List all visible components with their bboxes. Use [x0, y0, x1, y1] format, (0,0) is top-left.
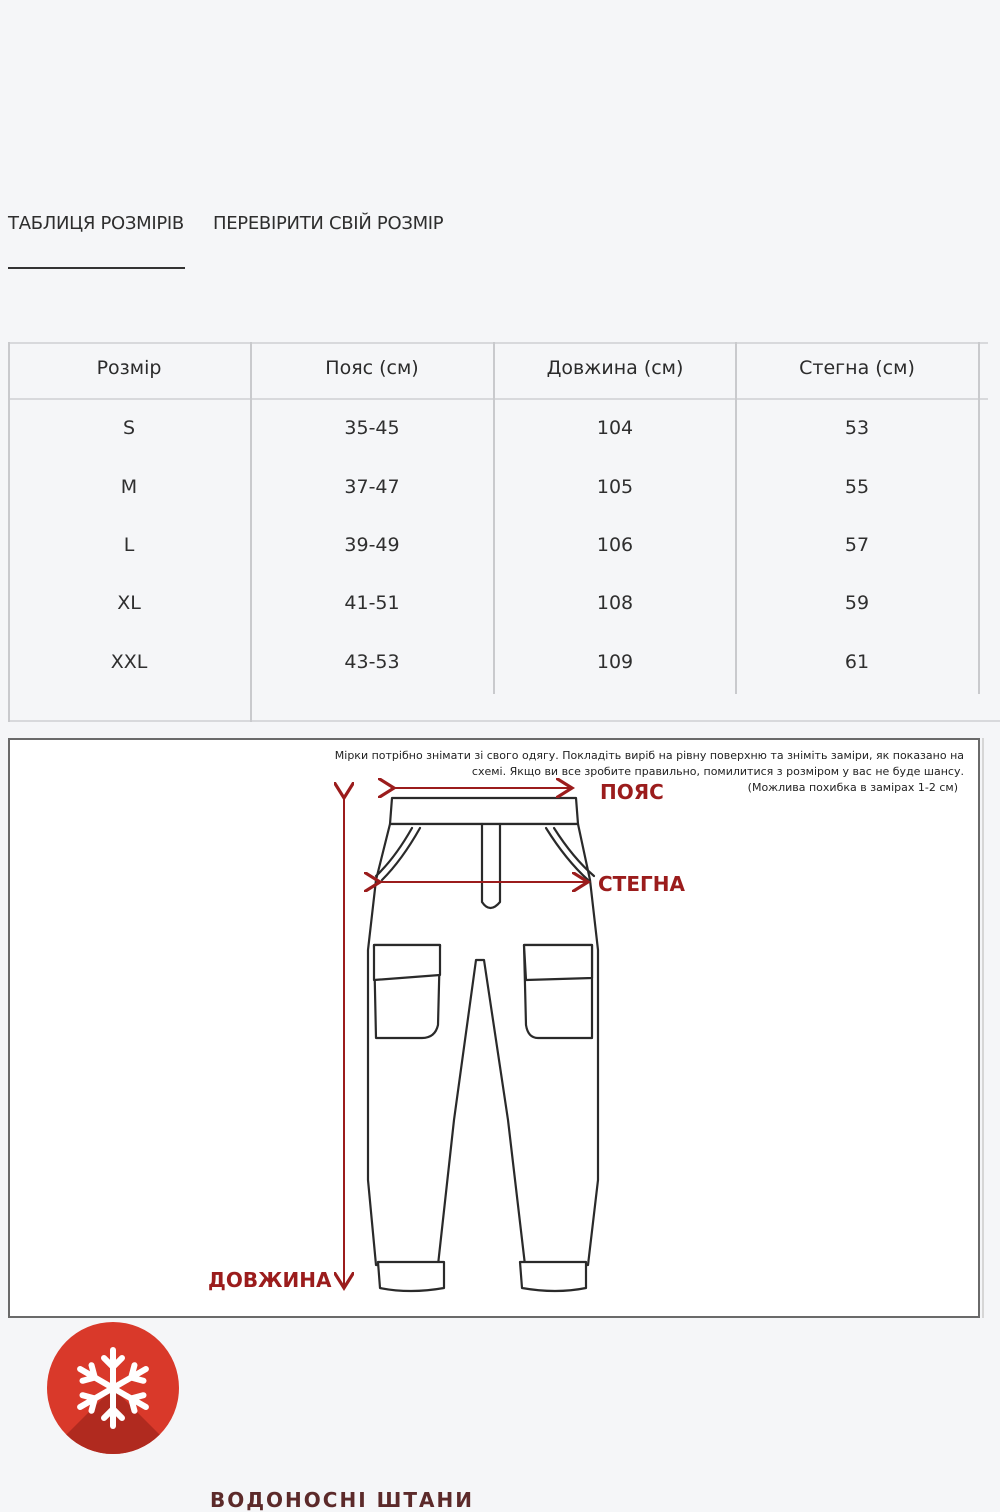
measurement-guide: [8, 738, 980, 1318]
instruction-line: схемі. Якщо ви все зробите правильно, помилитися з розміром у вас не буде шансу.: [471, 765, 964, 778]
tab-check-size[interactable]: ПЕРЕВІРИТИ СВІЙ РОЗМІР: [213, 213, 444, 234]
guide-border-right: [982, 738, 984, 1318]
label-length: ДОВЖИНА: [208, 1268, 332, 1292]
table-cell: 35-45: [344, 417, 400, 439]
table-cell: 104: [596, 417, 634, 439]
header-length: Довжина (см): [546, 357, 684, 379]
table-cell: 106: [596, 534, 634, 556]
table-cell: XL: [117, 592, 141, 614]
table-cell: 57: [844, 534, 870, 556]
label-hips: СТЕГНА: [598, 872, 685, 896]
table-cell: 61: [844, 651, 870, 673]
table-cell: 39-49: [344, 534, 400, 556]
winter-badge: [47, 1322, 179, 1454]
header-waist: Пояс (см): [325, 357, 419, 379]
header-size: Розмір: [96, 357, 162, 379]
active-tab-indicator: [8, 267, 185, 269]
table-cell: 108: [596, 592, 634, 614]
section-heading-cut: ВОДОНОСНІ ШТАНИ: [210, 1488, 474, 1512]
label-waist: ПОЯС: [600, 780, 664, 804]
table-cell: 41-51: [344, 592, 400, 614]
measurement-instructions: [234, 748, 964, 796]
table-cell: S: [122, 417, 136, 439]
tab-size-table[interactable]: ТАБЛИЦЯ РОЗМІРІВ: [8, 213, 184, 234]
table-col-divider: [735, 342, 737, 694]
table-cell: 105: [596, 476, 634, 498]
table-header-divider: [8, 398, 988, 400]
instruction-note: (Можлива похибка в замірах 1-2 см): [747, 781, 958, 794]
size-table: [8, 342, 1000, 722]
table-cell: 109: [596, 651, 634, 673]
table-border-bottom: [8, 720, 1000, 722]
instruction-line: Мірки потрібно знімати зі свого одягу. Покладіть виріб на рівну поверхню та зніміть заміри, як показано на: [334, 749, 964, 762]
table-cell: L: [123, 534, 135, 556]
table-cell: 37-47: [344, 476, 400, 498]
table-cell: M: [120, 476, 138, 498]
table-col-divider: [493, 342, 495, 694]
table-cell: 55: [844, 476, 870, 498]
table-col-divider: [978, 342, 980, 694]
table-cell: XXL: [110, 651, 148, 673]
table-cell: 53: [844, 417, 870, 439]
pants-diagram: [10, 740, 978, 1316]
table-cell: 43-53: [344, 651, 400, 673]
header-hips: Стегна (см): [799, 357, 915, 379]
snowflake-icon: [47, 1322, 179, 1454]
table-border-top: [8, 342, 988, 344]
table-cell: 59: [844, 592, 870, 614]
